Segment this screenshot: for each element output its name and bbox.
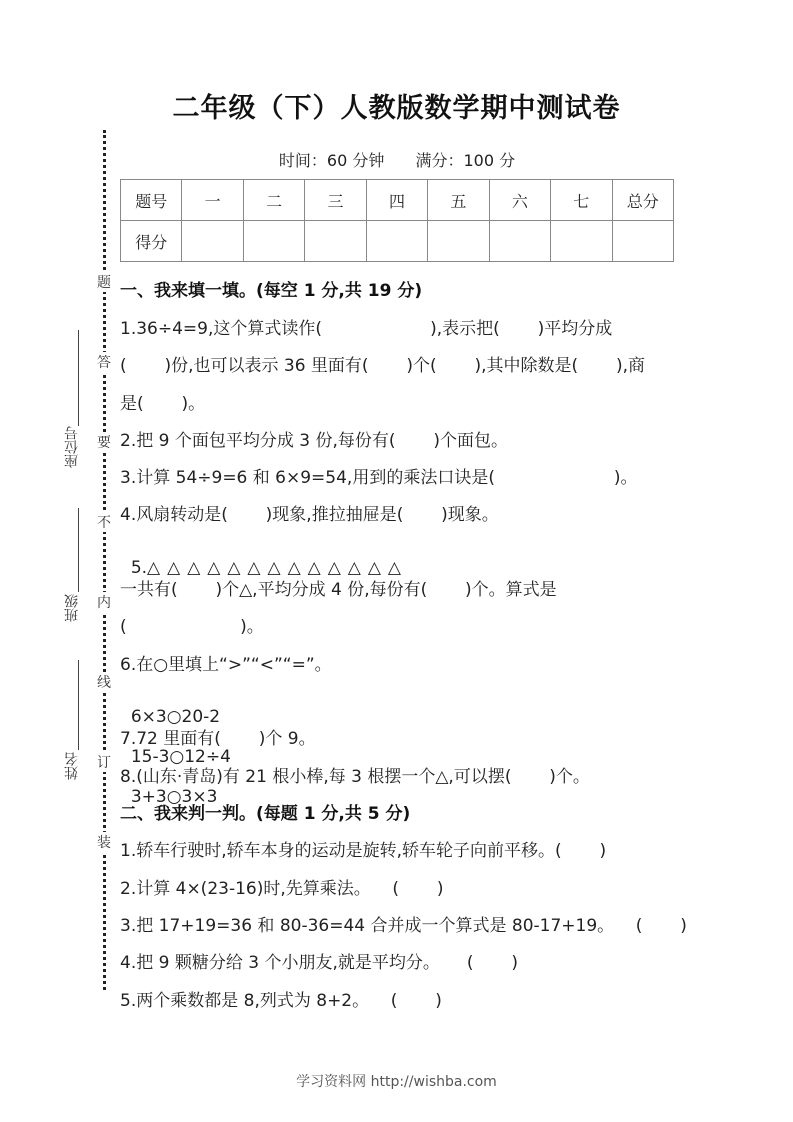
judge-question-4: 4.把 9 颗糖分给 3 个小朋友,就是平均分。 ( ) bbox=[120, 953, 518, 973]
question-1-line-3: 是( )。 bbox=[120, 394, 206, 414]
comparison-expression: 15-3○12÷4 bbox=[130, 747, 231, 767]
question-5-line-2: 一共有( )个△,平均分成 4 份,每份有( )个。算式是 bbox=[120, 580, 557, 600]
class-underline bbox=[78, 508, 79, 592]
score-cell[interactable] bbox=[428, 221, 489, 262]
question-5-triangles bbox=[120, 538, 408, 578]
question-1-line-2: ( )份,也可以表示 36 里面有( )个( ),其中除数是( ),商 bbox=[120, 356, 646, 376]
score-cell[interactable] bbox=[305, 221, 366, 262]
full-score: 满分：100 分 bbox=[415, 151, 516, 170]
seat-number-field[interactable] bbox=[62, 330, 78, 480]
question-8: 8.(山东·青岛)有 21 根小棒,每 3 根摆一个△,可以摆( )个。 bbox=[120, 767, 590, 787]
section-1-heading: 一、我来填一填。(每空 1 分,共 19 分) bbox=[120, 281, 423, 301]
name-field[interactable] bbox=[62, 660, 78, 790]
question-4: 4.风扇转动是( )现象,推拉抽屉是( )现象。 bbox=[120, 505, 499, 525]
table-header-row bbox=[121, 180, 674, 221]
judge-question-3: 3.把 17+19=36 和 80-36=44 合并成一个算式是 80-17+19。 ( ) bbox=[120, 916, 687, 936]
score-cell[interactable] bbox=[551, 221, 612, 262]
table-header-cell: 四 bbox=[366, 180, 427, 221]
score-cell[interactable] bbox=[489, 221, 550, 262]
question-5-line-3: ( )。 bbox=[120, 617, 264, 637]
binding-char: 不 bbox=[96, 512, 112, 532]
binding-char: 要 bbox=[96, 432, 112, 452]
question-1-line-1: 1.36÷4=9,这个算式读作( ),表示把( )平均分成 bbox=[120, 319, 613, 339]
name-underline bbox=[78, 660, 79, 750]
table-header-cell: 三 bbox=[305, 180, 366, 221]
seat-number-label: 座位号 bbox=[64, 426, 80, 468]
table-header-cell: 总分 bbox=[612, 180, 674, 221]
judge-question-5: 5.两个乘数都是 8,列式为 8+2。 ( ) bbox=[120, 991, 442, 1011]
question-6: 6.在○里填上“>”“<”“=”。 bbox=[120, 655, 332, 675]
time-limit: 时间：60 分钟 bbox=[278, 151, 385, 170]
score-cell[interactable] bbox=[612, 221, 674, 262]
question-3: 3.计算 54÷9=6 和 6×9=54,用到的乘法口诀是( )。 bbox=[120, 468, 638, 488]
footer-source: 学习资料网 http://wishba.com bbox=[296, 1074, 497, 1090]
table-header-cell: 七 bbox=[551, 180, 612, 221]
exam-info bbox=[120, 148, 674, 171]
page-title: 二年级（下）人教版数学期中测试卷 bbox=[172, 93, 621, 124]
binding-char: 线 bbox=[96, 672, 112, 692]
class-label: 班级 bbox=[64, 594, 80, 622]
binding-char: 题 bbox=[96, 272, 112, 292]
binding-char: 内 bbox=[96, 592, 112, 612]
class-field[interactable] bbox=[62, 508, 78, 628]
score-cell[interactable] bbox=[243, 221, 304, 262]
question-5-number: 5. bbox=[130, 558, 148, 578]
judge-question-2: 2.计算 4×(23-16)时,先算乘法。 ( ) bbox=[120, 879, 444, 899]
score-cell[interactable] bbox=[182, 221, 243, 262]
name-label: 姓名 bbox=[64, 752, 80, 780]
binding-char: 装 bbox=[96, 832, 112, 852]
binding-dotted-line bbox=[103, 130, 106, 990]
score-table bbox=[120, 179, 674, 262]
table-header-cell: 二 bbox=[243, 180, 304, 221]
seat-number-underline bbox=[78, 330, 79, 426]
binding-char: 答 bbox=[96, 352, 112, 372]
table-header-cell: 六 bbox=[489, 180, 550, 221]
comparison-expression: 6×3○20-2 bbox=[130, 707, 221, 727]
score-cell[interactable] bbox=[366, 221, 427, 262]
comparison-expression: 3+3○3×3 bbox=[130, 787, 218, 807]
table-header-cell: 题号 bbox=[121, 180, 182, 221]
question-7: 7.72 里面有( )个 9。 bbox=[120, 729, 316, 749]
table-header-cell: 一 bbox=[182, 180, 243, 221]
table-row bbox=[121, 221, 674, 262]
table-header-cell: 五 bbox=[428, 180, 489, 221]
triangle-row: △△△△△△△△△△△△△ bbox=[147, 558, 409, 578]
binding-char: 订 bbox=[96, 752, 112, 772]
section-2-heading: 二、我来判一判。(每题 1 分,共 5 分) bbox=[120, 804, 411, 824]
score-row-label: 得分 bbox=[121, 221, 182, 262]
judge-question-1: 1.轿车行驶时,轿车本身的运动是旋转,轿车轮子向前平移。( ) bbox=[120, 841, 607, 861]
question-2: 2.把 9 个面包平均分成 3 份,每份有( )个面包。 bbox=[120, 431, 508, 451]
